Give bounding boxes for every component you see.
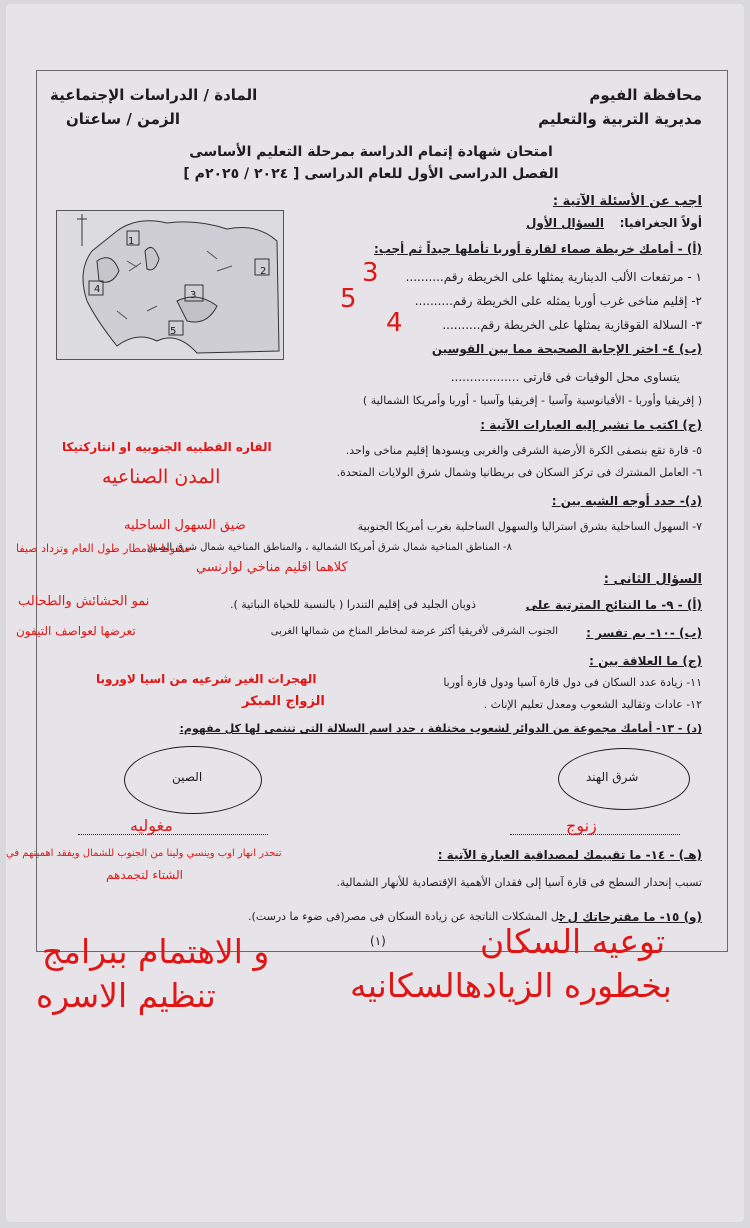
q2a-title: (أ) - ٩- ما النتائج المترتبة على — [525, 598, 702, 612]
q1d-item8: ٨- المناطق المناخية شمال شرق أمريكا الشمالية ، والمناطق المناخية شمال شرق الصين — [147, 542, 512, 553]
answer-a3: 4 — [386, 308, 403, 338]
q2c-title: (ج) ما العلاقة بين : — [589, 654, 702, 668]
q2h-title: (هـ) - ١٤- ما تقييمك لمصداقية العبارة الآتية : — [437, 848, 702, 862]
answer-a2: 5 — [340, 284, 357, 314]
answer-b10: تعرضها لعواصف التيفون — [16, 624, 136, 638]
q1d-title: (د)- حدد أوجه الشبه بين : — [551, 494, 702, 508]
answer-circle-right: زنوج — [566, 816, 597, 835]
q1b-title: (ب) ٤- اختر الإجابة الصحيحة مما بين القوسين — [431, 342, 702, 356]
exam-title: امتحان شهادة إتمام الدراسة بمرحلة التعليم الأساسى — [189, 144, 553, 160]
q2c-item11: ١١- زيادة عدد السكان فى دول قارة آسيا ودول قارة أوربا — [443, 676, 702, 689]
exam-time: الزمن / ساعتان — [66, 110, 181, 128]
answer-c5: القاره القطبيه الجنوبيه او انتاركتيكا — [62, 440, 272, 454]
q1a-item2: ٢- إقليم مناخى غرب أوربا يمثله على الخريطة رقم.......... — [414, 294, 702, 308]
answer-d8-line1: سقوط الامطار طول العام وتزداد صيفا — [16, 542, 191, 555]
answer-d8-line2: كلاهما اقليم مناخي لوارنسي — [196, 560, 348, 575]
europe-map — [56, 210, 284, 360]
q1c-item6: ٦- العامل المشترك فى تركز السكان فى بريطانيا وشمال شرق الولايات المتحدة. — [336, 466, 702, 479]
q2b-text: الجنوب الشرقى لأفريقيا أكثر عرضة لمخاطر المناخ من شمالها الغربى — [270, 626, 558, 637]
governorate: محافظة الفيوم — [589, 86, 702, 104]
map-label-2: 2 — [260, 266, 267, 277]
q2c-item12: ١٢- عادات وتقاليد الشعوب ومعدل تعليم الإناث . — [483, 698, 702, 711]
answer-line-left — [78, 834, 268, 835]
q1b-options: ( إفريقيا وأوربا - الأقيانوسية وآسيا - إفريقيا وآسيا - أوربا وأمريكا الشمالية ) — [362, 394, 702, 407]
map-label-1: 1 — [128, 236, 135, 247]
q2a-text: ذوبان الجليد فى إقليم التندرا ( بالنسبة للحياة النباتية ). — [229, 598, 476, 611]
answer-c11: الهجرات الغير شرعيه من اسيا لاوروبا — [96, 672, 317, 686]
answer-a9: نمو الحشائش والطحالب — [18, 594, 150, 609]
answer-w15-right1: توعيه السكان — [480, 922, 666, 961]
page-number: (١) — [370, 934, 386, 948]
q1a-title: (أ) - أمامك خريطة صماء لقارة أوربا تأملها جيداً ثم أجب: — [373, 242, 702, 256]
q2d-title: (د) - ١٣- أمامك مجموعة من الدوائر لشعوب مختلفة ، حدد اسم السلالة التى تنتمى لها كل مفهوم: — [179, 722, 702, 735]
q2w-text: حل المشكلات الناتجة عن زيادة السكان فى مصر(فى ضوء ما درست). — [248, 910, 566, 923]
answer-d7: ضيق السهول الساحليه — [124, 518, 246, 533]
q2w-title: (و) ١٥- ما مقترحاتك ل : — [558, 910, 702, 924]
answer-h14-line2: الشتاء لتجمدهم — [106, 868, 184, 882]
circle-east-india-label: شرق الهند — [586, 770, 639, 784]
q2-heading: السؤال الثانى : — [603, 572, 702, 587]
answer-c6: المدن الصناعيه — [102, 466, 221, 488]
q1c-item5: ٥- قارة تقع بنصفى الكرة الأرضية الشرقى والغربى ويسودها إقليم مناخى واحد. — [345, 444, 702, 457]
q1d-item7: ٧- السهول الساحلية بشرق استراليا والسهول الساحلية بغرب أمريكا الجنوبية — [357, 520, 702, 533]
answer-w15-left1: و الاهتمام ببرامج — [42, 932, 270, 971]
map-label-3: 3 — [190, 290, 197, 301]
instruction: اجب عن الأسئلة الآتية : — [552, 194, 702, 209]
q1b-text: يتساوى محل الوفيات فى قارتى .................. — [450, 370, 680, 384]
subject: المادة / الدراسات الإجتماعية — [50, 86, 258, 104]
exam-subtitle: الفصل الدراسى الأول للعام الدراسى [ ٢٠٢٤ / ٢٠٢٥م ] — [183, 166, 559, 182]
answer-circle-left: مغوليه — [130, 816, 173, 835]
map-label-5: 5 — [170, 326, 177, 337]
q2h-text: تسبب إنحدار السطح فى قارة آسيا إلى فقدان الأهمية الإقتصادية للأنهار الشمالية. — [336, 876, 702, 889]
answer-a1: 3 — [362, 258, 379, 288]
answer-c12: الزواج المبكر — [242, 694, 325, 709]
answer-w15-right2: بخطوره الزيادهالسكانيه — [350, 966, 672, 1005]
q2b-title: (ب) -١٠- بم تفسر : — [586, 626, 702, 640]
geography-label: أولاً الجغرافيا: — [619, 216, 702, 230]
q1a-item1: ١ - مرتفعات الألب الدينارية يمثلها على الخريطة رقم.......... — [405, 270, 702, 284]
q1c-title: (ج) اكتب ما تشير إليه العبارات الآتية : — [480, 418, 702, 432]
map-label-4: 4 — [94, 284, 101, 295]
circle-china-label: الصين — [172, 770, 203, 784]
directorate: مديرية التربية والتعليم — [538, 110, 702, 128]
exam-paper — [6, 4, 744, 1222]
answer-w15-left2: تنظيم الاسره — [36, 976, 216, 1015]
q1a-item3: ٣- السلالة القوقازية يمثلها على الخريطة رقم.......... — [442, 318, 702, 332]
q1-heading: السؤال الأول — [526, 216, 604, 230]
answer-h14-line1: تنحدر انهار اوب وينسي ولينا من الجنوب للشمال ويفقد اهميتهم في — [6, 848, 282, 859]
